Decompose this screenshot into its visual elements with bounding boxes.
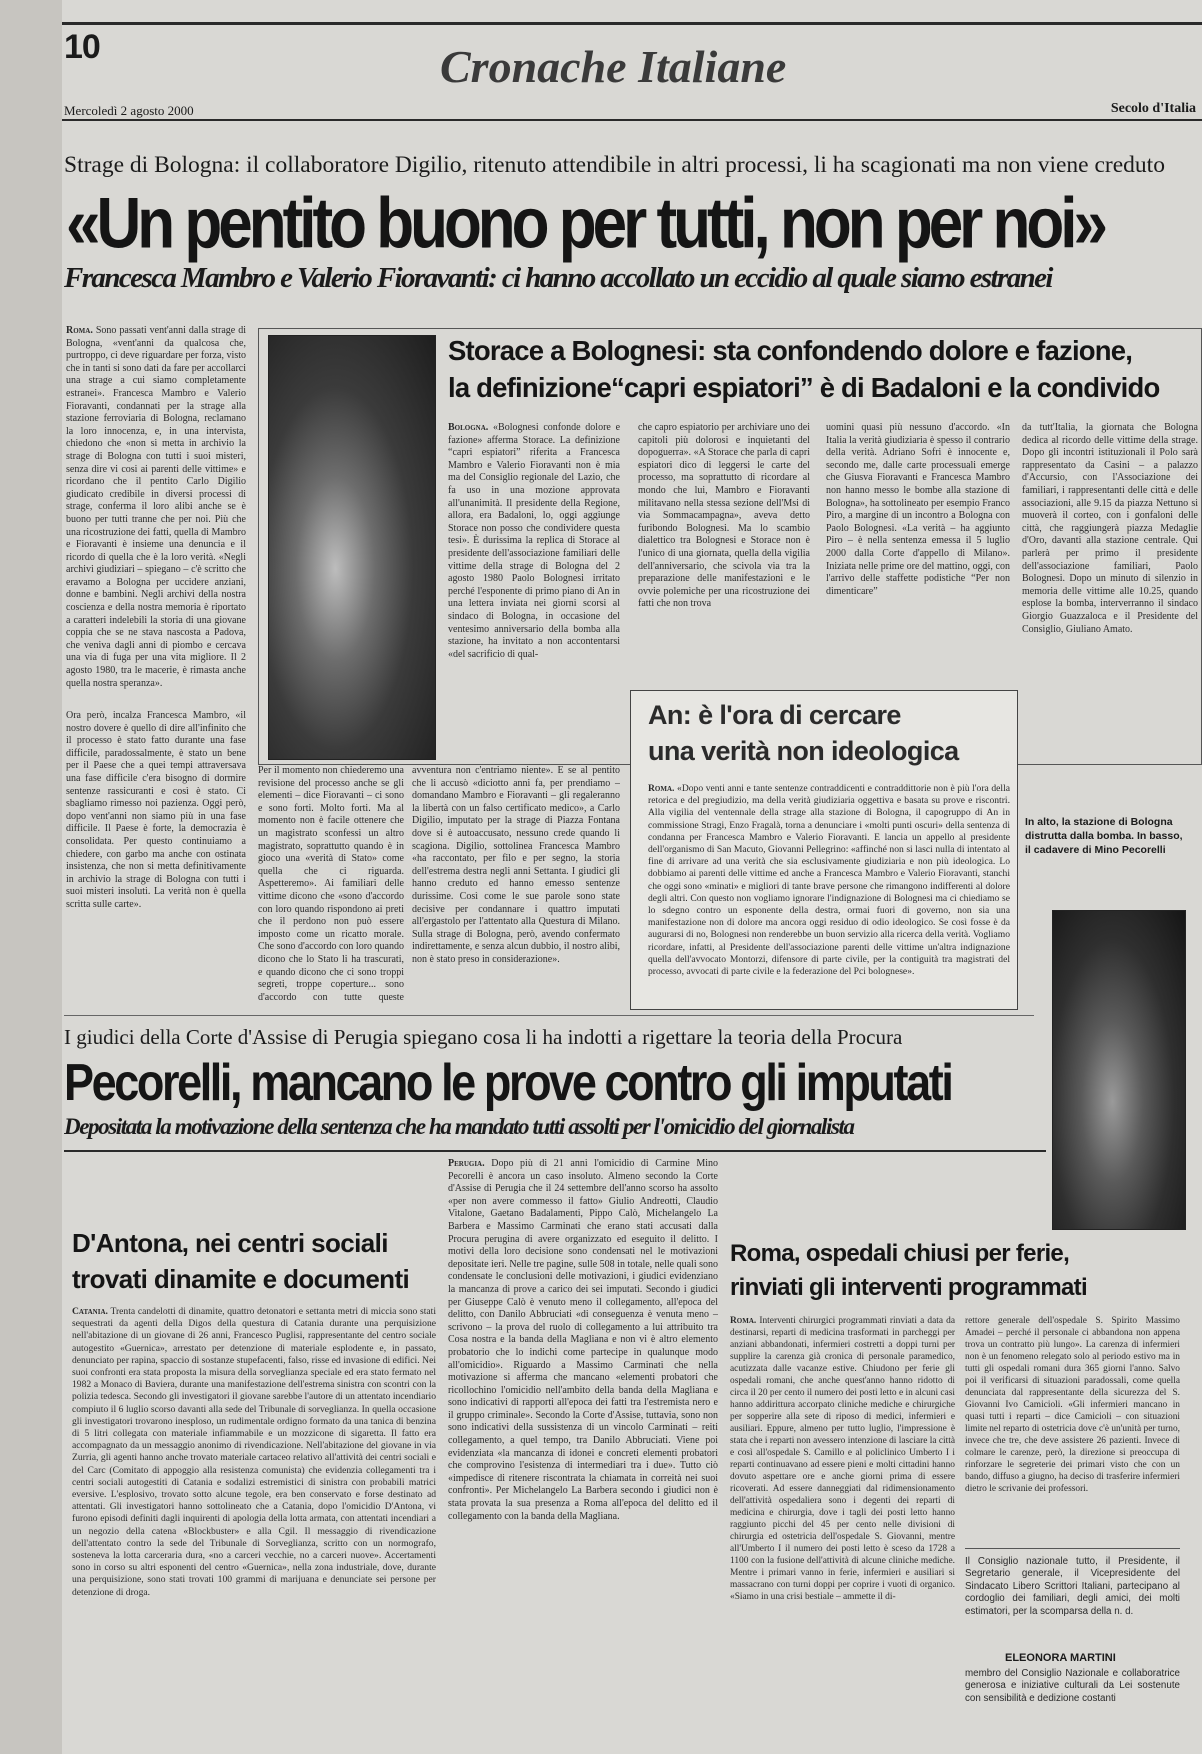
an-headline-line1: An: è l'ora di cercare [648,700,901,730]
issue-date: Mercoledì 2 agosto 2000 [64,103,194,118]
ospedali-column-2 [965,1315,1180,1545]
storace-text-3: uomini quasi più nessuno d'accordo. «In Italia la verità giudiziaria è spesso il contrario della verità. Adriano Sofri è innocente e, secondo me, dalle carte processuali emerge che Giusva Fioravanti e Francesca Mambro non hanno messo le bombe alla stazione di Bologna», ha sottolineato per esempio Franco Piro, a margine di un incontro a Bologna con Paolo Bolognesi. «La verità – ha aggiunto Piro – è nella sentenza emessa il 5 luglio 2000 dalla Corte d'appello di Milano». Iniziata nelle prime ore del mattino, oggi, con l'arrivo delle staffette podistiche “Per non dimenticare” [826,422,1010,597]
masthead-top-rule [62,22,1202,25]
pecorelli-dateline: Perugia. [448,1158,485,1169]
condolence-text: Il Consiglio nazionale tutto, il Presidente, il Segretario generale, il Vicepresidente del Sindacato Libero Scrittori Italiani, partecipano al cordoglio dei familiari, degli amici, dei molti estimatori, per la scomparsa della n. d. [965,1556,1180,1617]
masthead-bottom-rule [62,119,1202,121]
storace-column-1 [448,422,620,762]
pecorelli-kicker: I giudici della Corte d'Assise di Perugia spiegano cosa li ha indotti a rigettare la teoria della Procura [64,1025,903,1049]
photo-caption: In alto, la stazione di Bologna distrutta dalla bomba. In basso, il cadavere di Mino Pecorelli [1025,816,1183,856]
pecorelli-subtitle: Depositata la motivazione della sentenza che ha mandato tutti assolti per l'omicidio del giornalista [64,1114,854,1139]
an-dateline: Roma. [648,783,675,794]
dantona-headline-line2: trovati dinamite e documenti [72,1264,410,1294]
section-divider [64,1015,1034,1016]
photo-pecorelli-body [1052,910,1186,1230]
section-title: Cronache Italiane [440,41,787,92]
lead-column-1 [66,325,246,705]
storace-column-4 [1022,422,1198,762]
storace-text-1: «Bolognesi confonde dolore e fazione» afferma Storace. La definizione “capri espiatori” riferita a Francesca Mambro e Valerio Fioravanti non è mia ma del Consiglio regionale del Lazio, che fa uso in una mozione approvata all'unanimità. Il presidente della Regione, allora, era Badaloni, lo, oggi aggiunge Storace non posso che condividere questa tesi». È durissima la replica di Storace al presidente dell'associazione familiari delle vittime della strage di Bologna del 2 agosto 1980 Paolo Bolognesi irritato perché l'esponente di primo piano di An in una lettera inviata nei giorni scorsi al sindaco di Bologna, in occasione del ventesimo anniversario della bomba alla stazione, ha invitato a non accontentarsi «del sacrificio di qual- [448,422,620,660]
lead-subtitle: Francesca Mambro e Valerio Fioravanti: ci hanno accollato un eccidio al quale siamo estranei [64,262,1052,294]
storace-headline-line1: Storace a Bolognesi: sta confondendo dolore e fazione, [448,335,1133,366]
an-text: «Dopo venti anni e tante sentenze contraddicenti e contraddittorie non è più l'ora della retorica e del pregiudizio, ma della verità giudiziaria oggettiva e basata su prove e riscontri. Alla vigilia del ventennale della strage alla stazione di Bologna, il capogruppo di An in commissione Stragi, Enzo Fragalà, torna a denunciare i «molti punti oscuri» della sentenza di condanna per Francesca Mambro e Valerio Fioravanti. E lancia un appello al presidente dell'organismo di San Macuto, Giovanni Pellegrino: «affinché non si lasci nulla di intentato al fine di arrivare ad una verità che sia esclusivamente giudiziaria e non più ideologica. Lo dobbiamo ai parenti delle vittime ed anche a Francesca Mambro e Valerio Fioravanti, stanchi che oggi sono «minati» e migliori di tante brave persone che rimangono indifferenti al dolore degli altri. Con questo non vogliamo ignorare l'indignazione di Bolognesi ma ci chiediamo se lo sdegno contro un esponente della destra, ormai fuori di governo, non sia una manifestazione non di dolore ma ancora oggi residuo di odio ideologico. Se così fosse è da augurarsi di no, Bolognesi non renderebbe un buon servizio alla ricerca della verità. Vogliamo ricordare, infatti, al Presidente dell'associazione parenti delle vittime un'altra indignazione quella dell'avvocato Montorzi, difensore di parte civile, per la contiguità tra magistrati del processo, avvocati di parte civile e la federazione del Pci bolognese». [648,783,1010,978]
ospedali-text-1: Interventi chirurgici programmati rinviati a data da destinarsi, reparti di medicina trasformati in parcheggi per anziani abbandonati, infermieri costretti a doppi turni per supplire la carenza già cronica di personale paramedico, acutizzata dalle vacanze estive. Chiudono per ferie gli ospedali romani, che anche quest'anno hanno ridotto di circa il 20 per cento il numero dei posti letto e in alcuni casi hanno addirittura accorpato cliniche mediche e chirurgiche per sopperire alla sete di riposo di medici, infermieri e ausiliari. Eppure, almeno per tutto luglio, l'impressione è stata che i reparti non avessero intenzione di lasciare la città e così all'ospedale S. Camillo e al policlinico Umberto I i reparti continuavano ad essere pieni e molti cittadini hanno dovuto aspettare ore e anche giorni prima di essere ricoverati. Ad essere danneggiati dal ridimensionamento dell'attività ospedaliera sono i degenti dei reparti di medicina e chirurgia, dove i tagli dei posti letto hanno raggiunto picchi del 45 per cento nelle divisioni di chirurgia ed ostetricia dell'ospedale S. Giovanni, mentre all'Umberto I il numero dei posti letto è sceso da 1728 a 1100 con la fusione dell'attività di alcune cliniche mediche. Mentre i primari vanno in ferie, infermieri e ausiliari si massacrano con turni doppi per coprire i vuoti di organico. «Siamo in una crisi bestiale – ammette il di- [730,1316,955,1602]
storace-dateline: Bologna. [448,422,489,433]
ospedali-headline-line2: rinviati gli interventi programmati [730,1274,1087,1301]
pecorelli-headline: Pecorelli, mancano le prove contro gli imputati [64,1053,952,1112]
lead-text-1: Sono passati vent'anni dalla strage di Bologna, «vent'anni da qualcosa che, purtroppo, ci deve riguardare per forza, visto che in tanti si sono dati da fare per accollarci una strage a cui siamo completamente estranei». Francesca Mambro e Valerio Fioravanti, condannati per la strage alla stazione ferroviaria di Bologna, reclamano la loro innocenza, e, in una intervista, chiedono che «non si metta in archivio la strage di Bologna con tutti i suoi misteri, senza dire vi cosi ai parenti delle vittime» e ricordano che il pentito Carlo Digilio giudicato credibile in diversi processi di strage, conferma il loro alibi anche se è buono per tutti tranne che per noi. Più che una ricostruzione dei fatti, quella di Mambro e Fioravanti è insieme una denuncia e il ricordo di quella che è la loro verità. «Negli archivi giudiziari – spiegano – c'è scritto che eravamo a Bologna per uccidere anziani, donne e bambini. Negli archivi della nostra coscienza e della nostra memoria è riportato a caratteri indelebili la storia di una giovane coppia che se ne stava nascosta a Padova, che veniva dagli anni di piombo e cercava una via di fuga per una vita migliore. Il 2 agosto 1980, tra le macerie, è rimasta anche quella nostra speranza». [66,325,246,689]
ospedali-column-1 [730,1315,955,1745]
lead-text-4: avventura non c'entriamo niente». E se al pentito che li accusò «diciotto anni fa, per prendiamo – domandano Mambro e Fioravanti – gli regaleranno la libertà con un falso certificato medico», a Carlo Digilio, imputato per la strage di Piazza Fontana dove si è autoaccusato, nessuno crede quando li scagiona. Digilio, sottolinea Francesca Mambro «ha raccontato, per filo e per segno, la storia dell'estrema destra negli anni Settanta. I giudici gli hanno creduto ed hanno emesso sentenze durissime. Così come le sue parole sono state decisive per condannare i quattro imputati all'ergastolo per l'attentato alla Questura di Milano. Sulla strage di Bologna, però, avendo confermato indirettamente, e senza alcun dubbio, il nostro alibi, non è stato preso in considerazione». [412,765,620,965]
lead-column-3 [258,765,404,1005]
dantona-text: Trenta candelotti di dinamite, quattro detonatori e settanta metri di miccia sono stati sequestrati da agenti della Digos della questura di Catania durante una perquisizione nell'abitazione di un giovane di 26 anni, Francesco Puglisi, rappresentante del centro sociale autogestito «Guernica», arrestato per detenzione di materiale esplodente e, in passato, denunciato per rapina, spaccio di sostanze stupefacenti, falso, risse ed invasione di edifici. Nei suoi confronti era stata proposta la misura della sorveglianza speciale ed era stato fermato nel 1982 a Monaco di Baviera, durante una manifestazione dell'estrema sinistra con scontri con la polizia tedesca. Secondo gli investigatori il giovane sarebbe l'autore di un attentato incendiario compiuto il 6 luglio scorso davanti alla sede del Tribunale di sorveglianza. In quella occasione gli investigatori trovarono inesploso, un rudimentale ordigno formato da una tanica di benzina di 5 litri collegata con materiale infiammabile e un mozzicone di sigaretta. Il fatto era accompagnato da un messaggio anonimo di rivendicazione. Nell'abitazione del giovane in via Zurria, gli agenti hanno anche trovato materiale cartaceo relativo all'attività dei centri sociali e del Carc (Comitato di appoggio alla resistenza comunista) che evidenzia collegamenti tra i centri sociali autogestiti di Catania e sodalizi estremistici di sinistra con probabili matrici eversive. L'esplosivo, trovato sotto alcune tegole, era ben conservato e forse destinato ad attentati. Gli investigatori hanno sottolineato che a Catania, dopo l'omicidio D'Antona, vi furono episodi definiti dagli inquirenti di apologia della lotta armata, con attentati incendiari a un negozio della catena «Blockbuster» e alla Cgil. Il messaggio di rivendicazione dell'attentato contro la sede del Tribunale di Sorveglianza, scritto con un normografo, sosteneva la lotta carceraria dura, «no a carceri vecchie, no a carceri nuove». Accertamenti sono in corso su altri esponenti del centro «Guernica», nella zona industriale, dove, durante una perquisizione, sono stati trovati 100 grammi di marijuana e denunciate sei persone per detenzione di droga. [72,1306,436,1598]
storace-text-4: da tutt'Italia, la giornata che Bologna dedica al ricordo delle vittime della strage. Dopo gli incontri istituzionali il Polo sarà rappresentato da Casini – a palazzo d'Accursio, con l'Associazione dei familiari, i rappresentanti delle città e delle associazioni, alle 9.15 da piazza Nettuno si muoverà il corteo, con i gonfaloni delle città, che raggiungerà piazza Medaglie d'Oro, davanti alla stazione centrale. Qui parlerà per primo il presidente dell'associazione familiari, Paolo Bolognesi. Dopo un minuto di silenzio in memoria delle vittime alle 10.25, quando esplose la bomba, interverranno il sindaco Giorgio Guazzaloca e il Presidente del Consiglio, Giuliano Amato. [1022,422,1198,635]
an-body [648,783,1010,1005]
pecorelli-rule [64,1150,1046,1152]
ospedali-headline-line1: Roma, ospedali chiusi per ferie, [730,1240,1070,1267]
ospedali-dateline: Roma. [730,1316,757,1326]
an-headline-line2: una verità non ideologica [648,736,959,766]
storace-headline-line2: la definizione“capri espiatori” è di Badaloni e la condivido [448,372,1160,403]
lead-dateline: Roma. [66,325,93,336]
dantona-body [72,1306,436,1736]
lead-headline: «Un pentito buono per tutti, non per noi» [66,184,1104,264]
condolence-rule [965,1548,1180,1549]
page-number: 10 [64,28,100,66]
pecorelli-body [448,1158,718,1734]
lead-kicker: Strage di Bologna: il collaboratore Digilio, ritenuto attendibile in altri processi, li ha scagionati ma non viene creduto [64,152,1165,178]
condolence-name: ELEONORA MARTINI [1005,1652,1116,1664]
lead-column-2 [66,710,246,1005]
dantona-headline-line1: D'Antona, nei centri sociali [72,1228,388,1258]
condolence-closing [965,1668,1180,1728]
newspaper-name: Secolo d'Italia [1110,101,1196,116]
storace-column-2 [638,422,810,657]
condolence-closing-text: membro del Consiglio Nazionale e collaboratrice generosa e iniziative culturali da Lei sostenute con sensibilità e dedizione costanti [965,1668,1180,1704]
dantona-dateline: Catania. [72,1306,108,1317]
lead-text-3: Per il momento non chiederemo una revisione del processo anche se gli elementi – dice Fioravanti – ci sono e sono forti. Molto forti. Ma al momento non è facile ottenere che un magistrato sconfessi un altro magistrato, soprattutto quando è in gioco una «verità di Stato» come quella che ci riguarda. Aspetteremo». Ai familiari delle vittime dicono che «sono d'accordo con loro quando rispondono ai preti che il perdono non può essere imposto come un ricatto morale. Che sono d'accordo con loro quando dicono che lo Stato li ha trascurati, e quando dicono che ci sono troppi segreti, troppe coperture... sono d'accordo con tutte queste [258,765,404,1003]
lead-column-4 [412,765,620,1005]
lead-text-2: Ora però, incalza Francesca Mambro, «il nostro dovere è quello di dire all'infinito che il processo è stato fatto durante una fase difficile, paradossalmente, è stato un bene per il Paese che a quei tempi attraversava una fase difficile c'era bisogno di dormire sentenze rassicuranti e così è stato. Ci sbagliamo rimesso noi pazienza. Oggi però, dopo vent'anni non siamo più in una fase difficile. Il Paese è forte, la democrazia è consolidata. Per questo continuiamo a chiedere, con garbo ma anche con ostinata insistenza, che non si metta definitivamente in archivio la strage di Bologna con tutti i suoi misteri insoluti. La verità non è quella scritta sulle carte». [66,710,246,910]
ospedali-text-2: rettore generale dell'ospedale S. Spirito Massimo Amadei – perché il personale ci abbandona non appena trova un contratto più lungo». La carenza di infermieri non è un fenomeno relegato solo al periodo estivo ma in tutti gli ospedali romani dura 365 giorni l'anno. Salvo poi il verificarsi di situazioni paradossali, come quella denunciata dal rappresentante della sicurezza del S. Giovanni Ivo Camicioli. «Gli infermieri mancano in quasi tutti i reparti – dice Camicioli – con situazioni limite nel reparto di ostetricia dove c'è un'unità per turno, invece che tre, che deve assistere 26 pazienti. Invece di colmare le carenze, però, la direzione si preoccupa di rinforzare le segreterie dei primari visto che con un bando, diffuso a giugno, ha deciso di trasferire infermieri dietro le scrivanie dei professori. [965,1316,1180,1494]
storace-text-2: che capro espiatorio per archiviare uno dei capitoli più dolorosi e inquietanti del dopoguerra». «A Storace che parla di capri espiatori dico di leggersi le carte del processo, ma soprattutto di ricordare al mondo che lui, Mambro e Fioravanti militavano nella stessa sezione dell'Msi di via Sommacampagna», aveva detto furibondo Bolognesi. Ma lo scambio dialettico tra Bolognesi e Storace non è l'unico di una giornata, quella della vigilia dell'anniversario, che scivola via tra la preparazione delle manifestazioni e le ovvie polemiche per una ricostruzione dei fatti che non trova [638,422,810,610]
storace-column-3 [826,422,1010,657]
condolence-body [965,1556,1180,1648]
pecorelli-text: Dopo più di 21 anni l'omicidio di Carmine Mino Pecorelli è ancora un caso insoluto. Almeno secondo la Corte d'Assise di Perugia che il 24 settembre dell'anno scorso ha assolto «per non avere commesso il fatto» Giulio Andreotti, Claudio Vitalone, Gaetano Badalamenti, Pippo Calò, Michelangelo La Barbera e Massimo Carminati che erano stati accusati dalla Procura perugina di avere organizzato ed eseguito il delitto. I motivi della loro decisione sono condensati nel le motivazioni depositate ieri. Nelle tre pagine, sulle 508 in totale, nelle quali sono condensate le conclusioni delle motivazioni, i giudici evidenziano la mancanza di prove a carico dei sei imputati. Secondo i giudici per Giuseppe Calò è venuto meno il collegamento, all'epoca del delitto, con Danilo Abbruciati «di conseguenza è venuta meno – scrivono – la prova del ruolo di collegamento a lui attribuito tra Cosa nostra e la banda della Magliana e non vi è altro elemento probatorio che lo indichi come partecipe in qualunque modo all'omicidio». Riguardo a Massimo Carminati che nella motivazione si afferma che mancano «elementi probatori che ricollochino l'omicidio nell'ambito della banda della Magliana e sono indicativi di rapporti all'epoca dei fatti tra l'estremista nero e il gruppo criminale». Secondo la Corte d'Assise, tuttavia, sono non sono indicativi della sussistenza di un vincolo Carminati – reiti collegamento, a quel tempo, tra Danilo Abbruciati. Viene poi evidenziata «la mancanza di idonei e concreti elementi probatori che comprovino l'esistenza di intermediari tra i due». Tutto ciò «impedisce di ritenere riscontrata la chiamata in correità nei suoi confronti». Per Michelangelo La Barbera secondo i giudici non è stata provata la sua presenza a Roma all'epoca del delitto ed il collegamento con la banda della Magliana. [448,1158,718,1522]
